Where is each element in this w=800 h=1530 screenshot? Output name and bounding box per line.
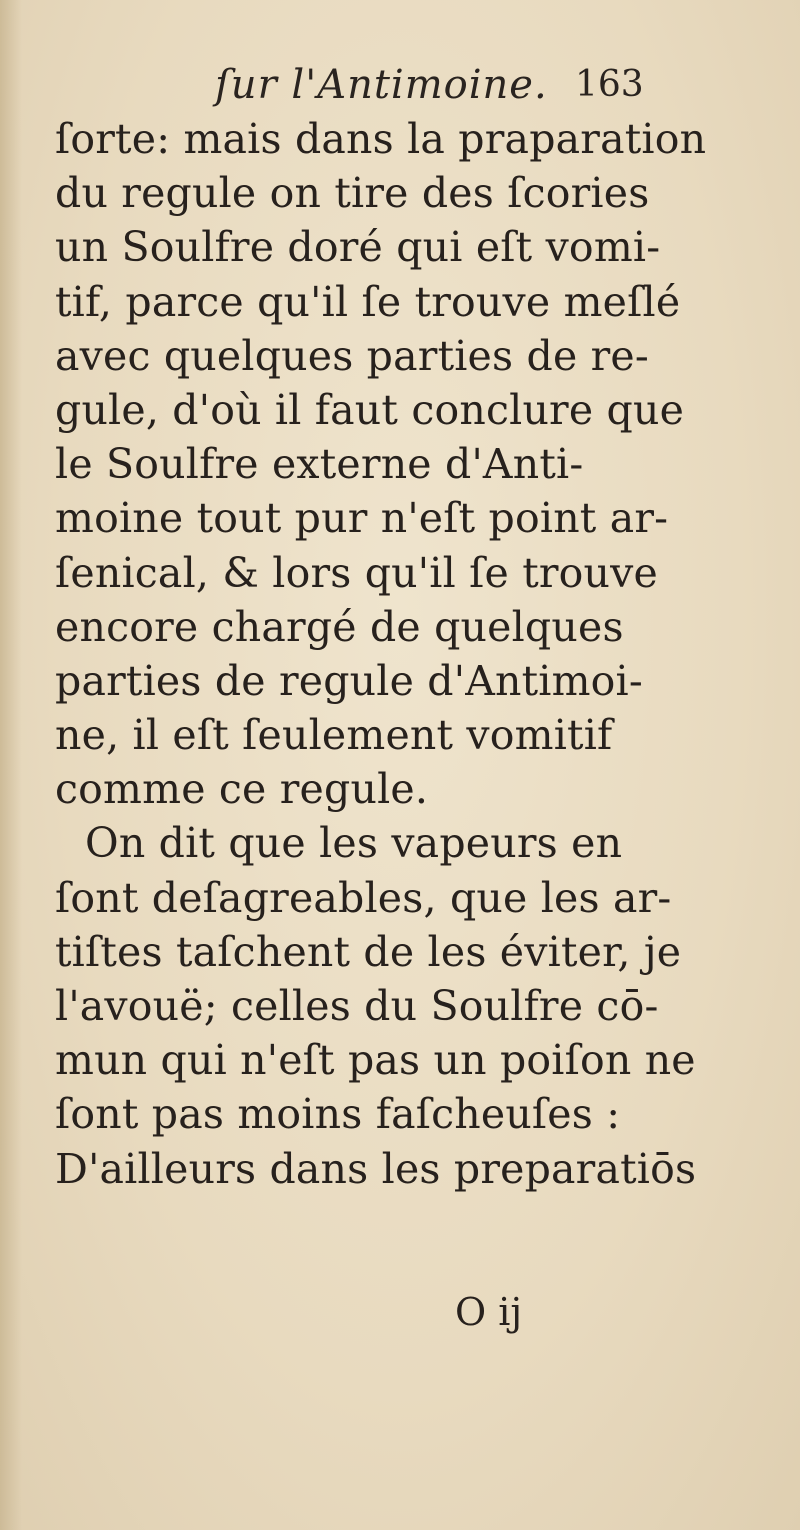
text-line: un Soulfre doré qui eſt vomi- <box>55 223 661 272</box>
text-line: ſont deſagreables, que les ar- <box>55 873 672 922</box>
page-number: 163 <box>575 64 644 105</box>
body-text <box>55 112 775 1196</box>
text-line: D'ailleurs dans les preparatiōs <box>55 1144 697 1193</box>
text-line: le Soulfre externe d'Anti- <box>55 440 584 489</box>
text-line: ſorte: mais dans la praparation <box>55 115 707 163</box>
page-header <box>0 62 800 112</box>
text-line: parties de regule d'Antimoi- <box>55 656 643 705</box>
text-line: avec quelques parties de re- <box>55 331 649 380</box>
text-line: ſont pas moins faſcheuſes : <box>55 1090 621 1139</box>
text-line: ſenical, & lors qu'il ſe trouve <box>55 548 658 597</box>
signature-mark: O ij <box>455 1290 523 1334</box>
text-line: tiſtes taſchent de les éviter, je <box>55 927 682 976</box>
text-line: encore chargé de quelques <box>55 602 624 651</box>
text-line: ne, il eſt ſeulement vomitif <box>55 711 613 760</box>
text-line: comme ce regule. <box>55 765 429 814</box>
paragraph-start-line: On dit que les vapeurs en <box>85 819 623 868</box>
text-line: l'avouë; celles du Soulfre cō- <box>55 982 659 1030</box>
running-head: ſur l'Antimoine. <box>215 62 548 108</box>
text-line: du regule on tire des ſcories <box>55 169 650 218</box>
page-gutter-shadow <box>0 0 22 1530</box>
text-line: mun qui n'eſt pas un poiſon ne <box>55 1036 696 1085</box>
text-line: gule, d'où il faut conclure que <box>55 385 685 434</box>
text-line: moine tout pur n'eſt point ar- <box>55 494 669 543</box>
text-line: tif, parce qu'il ſe trouve meſlé <box>55 277 681 326</box>
